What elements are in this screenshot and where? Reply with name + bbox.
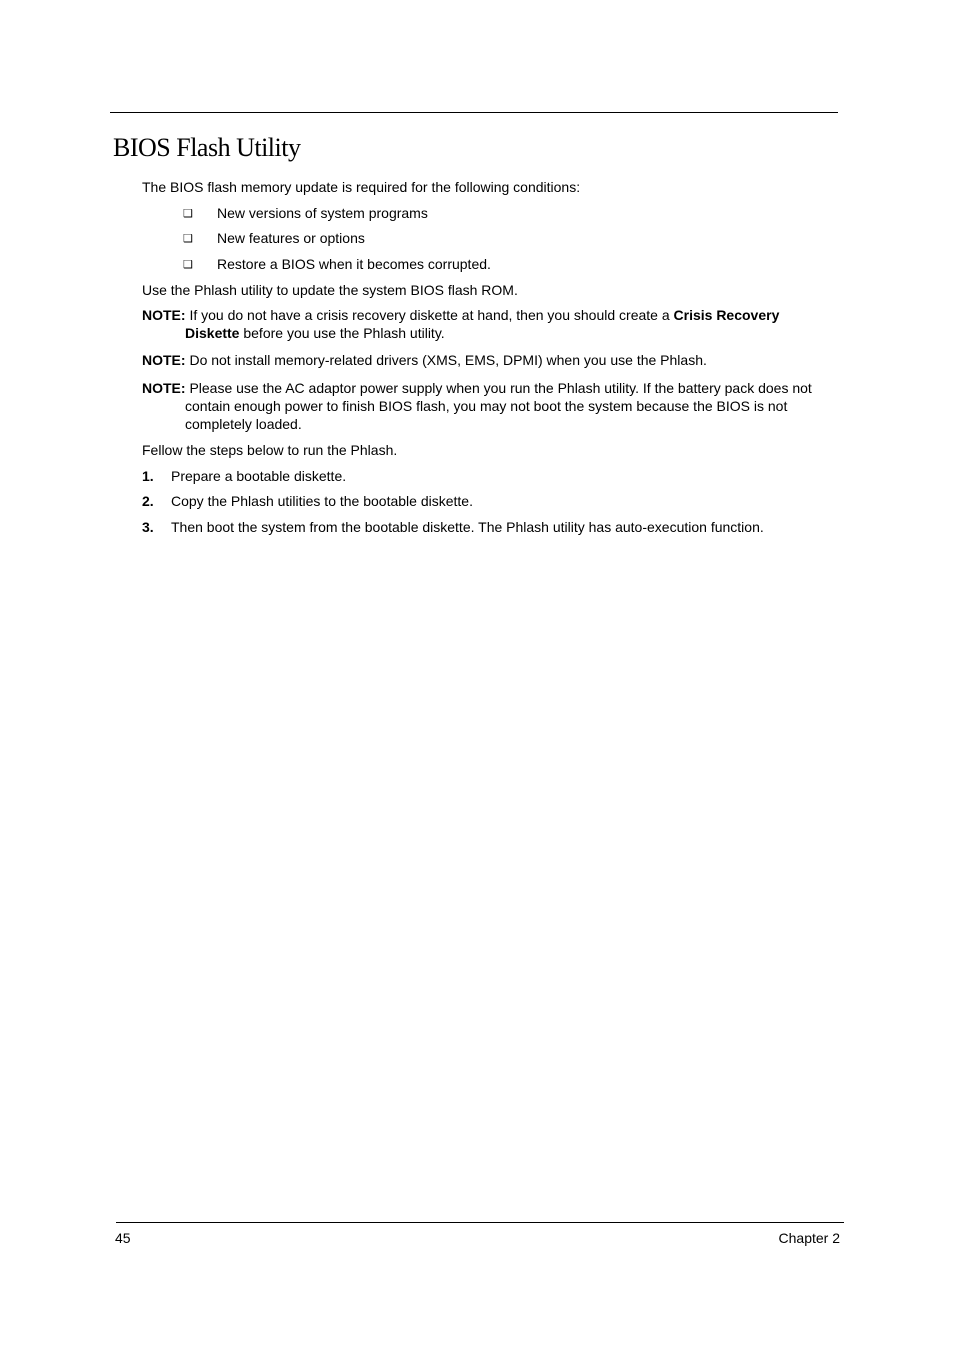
steps-intro: Fellow the steps below to run the Phlash. — [142, 442, 398, 458]
note-bold-text: Crisis Recovery Diskette — [185, 307, 780, 341]
note-label: NOTE: — [142, 352, 186, 368]
intro-paragraph: The BIOS flash memory update is required for the following conditions: — [142, 179, 581, 195]
step-number: 1. — [142, 468, 154, 484]
note-text: If you do not have a crisis recovery diskette at hand, then you should create a — [185, 307, 674, 323]
step-number: 2. — [142, 493, 154, 509]
footer-rule — [116, 1222, 844, 1223]
note-text: Do not install memory-related drivers (XMS, EMS, DPMI) when you use the Phlash. — [185, 352, 707, 368]
step-text: Copy the Phlash utilities to the bootable diskette. — [171, 493, 473, 509]
note-label: NOTE: — [142, 307, 186, 323]
condition-item: New features or options — [217, 230, 365, 246]
note-ac-adaptor — [142, 379, 837, 433]
checkbox-bullet-icon: ❑ — [183, 259, 193, 271]
page-title: BIOS Flash Utility — [113, 133, 301, 162]
page-number: 45 — [115, 1230, 131, 1246]
step-text: Then boot the system from the bootable diskette. The Phlash utility has auto-execution function. — [171, 519, 764, 535]
chapter-label: Chapter 2 — [778, 1230, 840, 1246]
checkbox-bullet-icon: ❑ — [183, 233, 193, 245]
header-rule — [110, 112, 838, 113]
note-memory-drivers — [142, 351, 837, 369]
condition-item: Restore a BIOS when it becomes corrupted. — [217, 256, 491, 272]
step-text: Prepare a bootable diskette. — [171, 468, 347, 484]
note-crisis-recovery — [142, 306, 837, 342]
note-text: before you use the Phlash utility. — [239, 325, 445, 341]
step-number: 3. — [142, 519, 154, 535]
checkbox-bullet-icon: ❑ — [183, 208, 193, 220]
note-label: NOTE: — [142, 380, 186, 396]
condition-item: New versions of system programs — [217, 205, 428, 221]
note-text: Please use the AC adaptor power supply when you run the Phlash utility. If the battery pack does not contain enough power to finish BIOS flash, you may not boot the system because the BIOS is not completely loaded. — [185, 380, 812, 432]
use-paragraph: Use the Phlash utility to update the system BIOS flash ROM. — [142, 282, 518, 298]
